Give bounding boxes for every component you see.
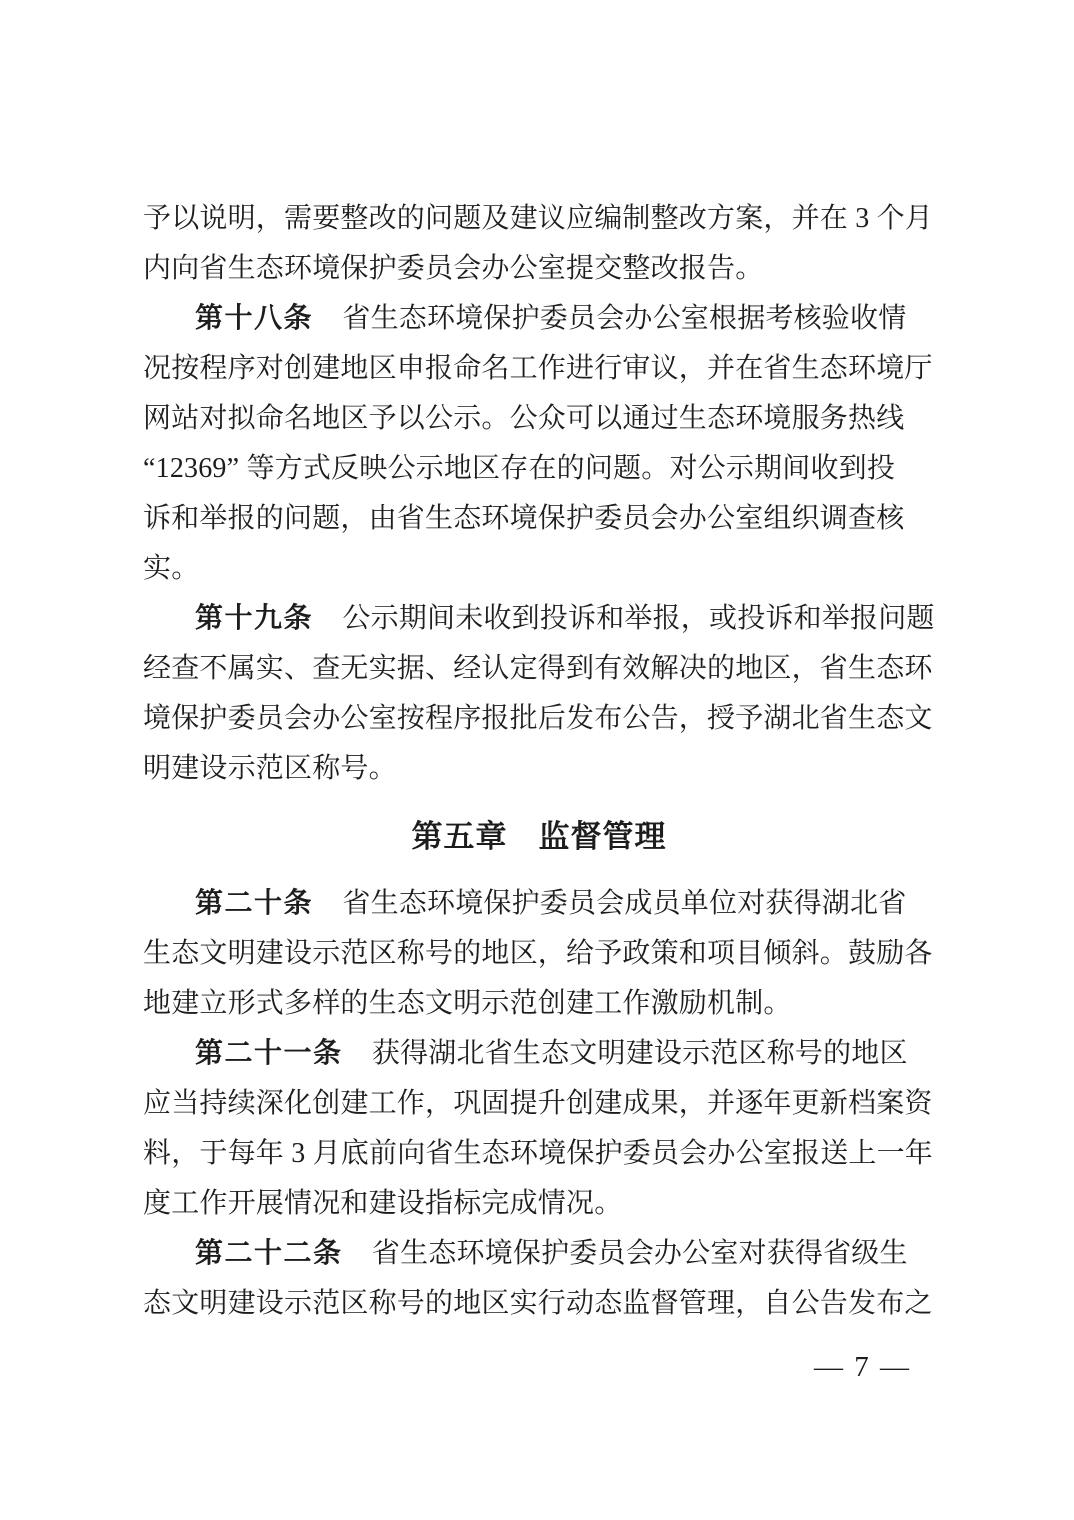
text-line [143, 544, 935, 594]
page-number: — 7 — [814, 1351, 911, 1383]
text-line [143, 1029, 935, 1079]
line-text: 地建立形式多样的生态文明示范创建工作激励机制。 [143, 988, 792, 1019]
line-text: 省生态环境保护委员会成员单位对获得湖北省 [342, 888, 907, 919]
line-text: 诉和举报的问题，由省生态环境保护委员会办公室组织调查核 [143, 503, 905, 534]
text-line [143, 394, 935, 444]
line-text: 应当持续深化创建工作，巩固提升创建成果，并逐年更新档案资 [143, 1088, 933, 1119]
line-text: “12369” 等方式反映公示地区存在的问题。对公示期间收到投 [143, 453, 896, 484]
text-line [143, 444, 935, 494]
chapter-title: 监督管理 [538, 819, 667, 854]
text-line [143, 1279, 935, 1329]
line-text: 获得湖北省生态文明建设示范区称号的地区 [371, 1038, 908, 1069]
article-number: 第十八条 [195, 303, 314, 334]
line-text: 明建设示范区称号。 [143, 753, 397, 784]
text-line [143, 194, 935, 244]
text-line [143, 294, 935, 344]
text-line [143, 594, 935, 644]
line-text: 予以说明，需要整改的问题及建议应编制整改方案，并在 3 个月 [143, 203, 934, 234]
text-line [143, 644, 935, 694]
line-text: 实。 [143, 553, 200, 584]
line-text: 省生态环境保护委员会办公室根据考核验收情 [342, 303, 907, 334]
line-text: 经查不属实、查无实据、经认定得到有效解决的地区，省生态环 [143, 653, 933, 684]
line-text: 况按程序对创建地区申报命名工作进行审议，并在省生态环境厅 [143, 353, 933, 384]
text-line [143, 1079, 935, 1129]
line-text: 网站对拟命名地区予以公示。公众可以通过生态环境服务热线 [143, 403, 905, 434]
line-text: 态文明建设示范区称号的地区实行动态监督管理，自公告发布之 [143, 1288, 933, 1319]
line-text: 内向省生态环境保护委员会办公室提交整改报告。 [143, 253, 764, 284]
text-line [143, 929, 935, 979]
text-line [143, 344, 935, 394]
line-text: 度工作开展情况和建设指标完成情况。 [143, 1188, 623, 1219]
text-line [143, 694, 935, 744]
text-line [143, 744, 935, 794]
article-number: 第十九条 [195, 603, 314, 634]
article-number: 第二十条 [195, 888, 314, 919]
text-line [143, 1179, 935, 1229]
text-line [143, 1129, 935, 1179]
article-number: 第二十二条 [195, 1238, 343, 1269]
text-line [143, 979, 935, 1029]
chapter-heading [143, 794, 935, 879]
chapter-number: 第五章 [411, 819, 508, 854]
line-text: 公示期间未收到投诉和举报，或投诉和举报问题 [342, 603, 935, 634]
line-text: 境保护委员会办公室按程序报批后发布公告，授予湖北省生态文 [143, 703, 933, 734]
text-line [143, 494, 935, 544]
text-line [143, 1229, 935, 1279]
body-lines [143, 194, 935, 1329]
line-text: 省生态环境保护委员会办公室对获得省级生 [371, 1238, 908, 1269]
text-line [143, 244, 935, 294]
article-number: 第二十一条 [195, 1038, 343, 1069]
document-body [143, 194, 935, 1392]
line-text: 生态文明建设示范区称号的地区，给予政策和项目倾斜。鼓励各 [143, 938, 933, 969]
text-line [143, 879, 935, 929]
line-text: 料，于每年 3 月底前向省生态环境保护委员会办公室报送上一年 [143, 1138, 934, 1169]
